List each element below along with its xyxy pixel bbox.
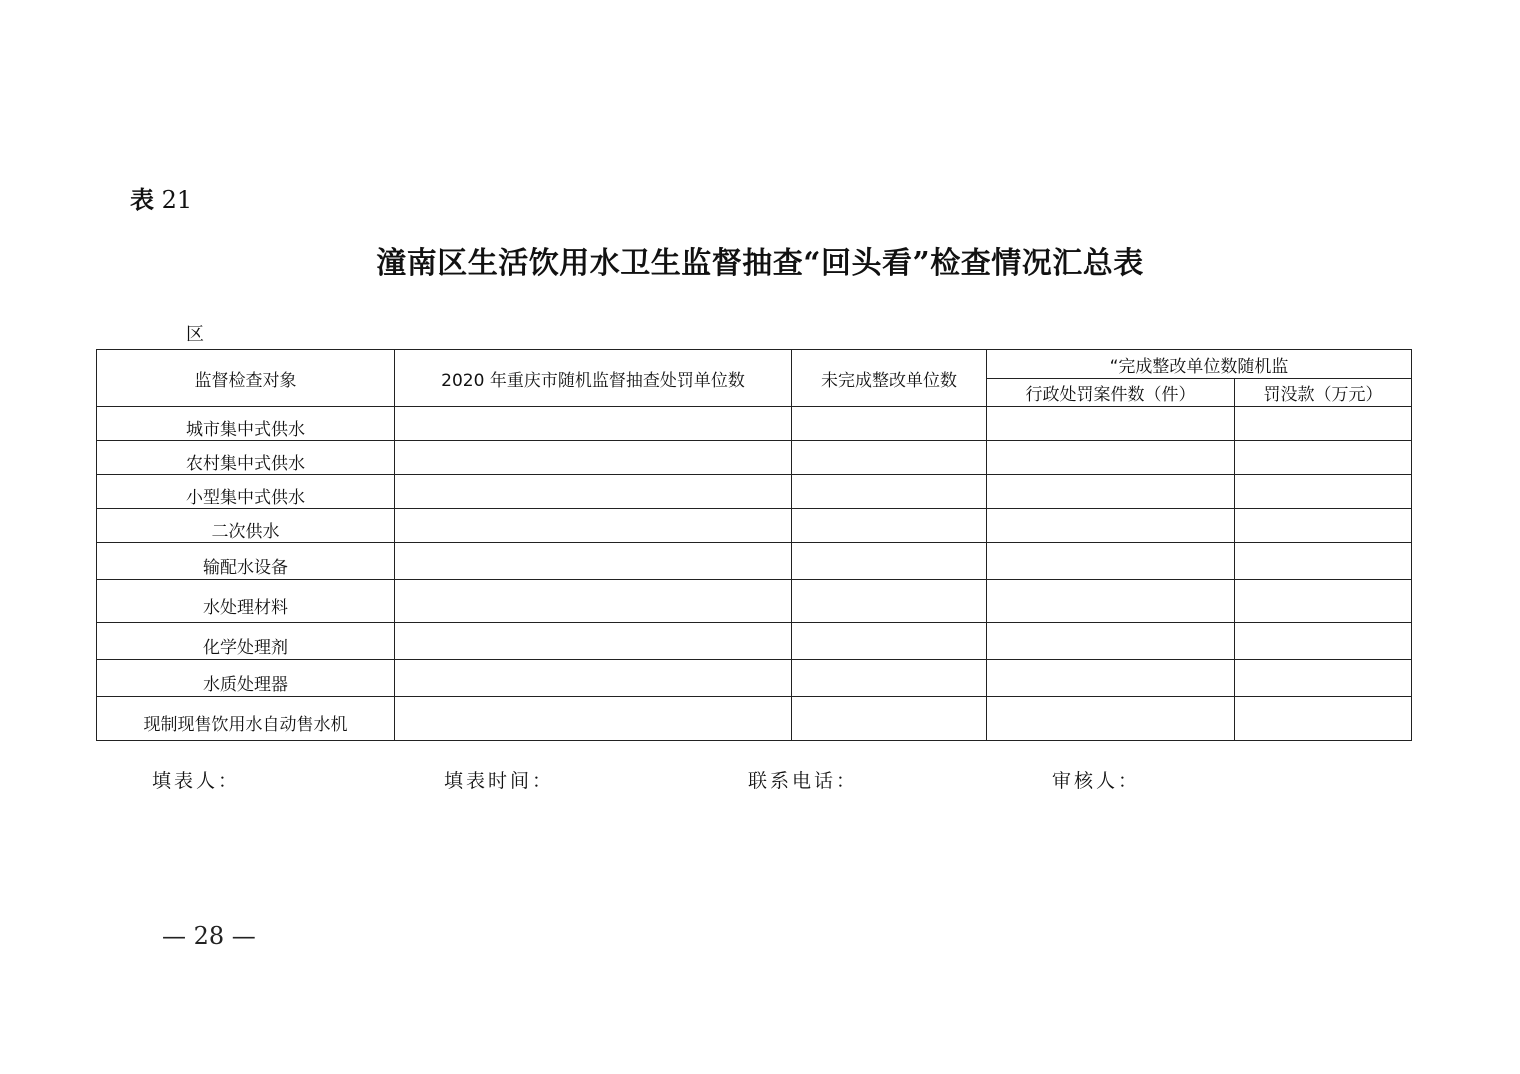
- cell-fines: [1235, 407, 1412, 441]
- header-cases: 行政处罚案件数（件）: [987, 379, 1235, 407]
- row-object: 小型集中式供水: [97, 475, 395, 509]
- row-object: 水质处理器: [97, 660, 395, 697]
- cell-fines: [1235, 697, 1412, 741]
- cell-unfinished: [792, 441, 987, 475]
- footer-phone-label: 联系电话：: [748, 770, 859, 792]
- cell-unfinished: [792, 623, 987, 660]
- footer-reviewer-label: 审核人：: [1052, 770, 1141, 792]
- cell-fines: [1235, 623, 1412, 660]
- table-row: [97, 441, 1412, 475]
- cell-cases: [987, 623, 1235, 660]
- row-object: 城市集中式供水: [97, 407, 395, 441]
- district-label: 区: [186, 324, 204, 345]
- cell-unfinished: [792, 509, 987, 543]
- row-object: 二次供水: [97, 509, 395, 543]
- cell-units: [395, 441, 792, 475]
- cell-cases: [987, 509, 1235, 543]
- cell-cases: [987, 543, 1235, 580]
- cell-unfinished: [792, 697, 987, 741]
- cell-fines: [1235, 441, 1412, 475]
- cell-cases: [987, 441, 1235, 475]
- row-object: 化学处理剂: [97, 623, 395, 660]
- table-row: [97, 407, 1412, 441]
- table-label-prefix: 表: [130, 185, 154, 214]
- cell-units: [395, 697, 792, 741]
- cell-unfinished: [792, 580, 987, 623]
- table-label-number: 21: [161, 186, 193, 214]
- header-units: 2020 年重庆市随机监督抽查处罚单位数: [395, 350, 792, 407]
- row-object: 现制现售饮用水自动售水机: [97, 697, 395, 741]
- footer-fill-time-label: 填表时间：: [444, 770, 555, 792]
- cell-units: [395, 660, 792, 697]
- cell-units: [395, 475, 792, 509]
- cell-units: [395, 407, 792, 441]
- table-row: [97, 623, 1412, 660]
- table-row: [97, 509, 1412, 543]
- cell-cases: [987, 580, 1235, 623]
- header-group: “完成整改单位数随机监: [987, 350, 1412, 379]
- cell-fines: [1235, 543, 1412, 580]
- cell-cases: [987, 660, 1235, 697]
- cell-unfinished: [792, 475, 987, 509]
- cell-units: [395, 580, 792, 623]
- header-object: 监督检查对象: [97, 350, 395, 407]
- header-fines: 罚没款（万元）: [1235, 379, 1412, 407]
- table-row: [97, 580, 1412, 623]
- cell-fines: [1235, 509, 1412, 543]
- cell-units: [395, 623, 792, 660]
- header-unfinished: 未完成整改单位数: [792, 350, 987, 407]
- table-row: [97, 475, 1412, 509]
- cell-fines: [1235, 580, 1412, 623]
- document-title: 潼南区生活饮用水卫生监督抽查“回头看”检查情况汇总表: [376, 246, 1144, 281]
- page-number: — 28 —: [162, 922, 256, 950]
- table-row: [97, 660, 1412, 697]
- table-row: [97, 543, 1412, 580]
- cell-cases: [987, 697, 1235, 741]
- cell-unfinished: [792, 543, 987, 580]
- cell-fines: [1235, 475, 1412, 509]
- cell-unfinished: [792, 660, 987, 697]
- cell-units: [395, 543, 792, 580]
- cell-cases: [987, 475, 1235, 509]
- row-object: 农村集中式供水: [97, 441, 395, 475]
- cell-cases: [987, 407, 1235, 441]
- row-object: 水处理材料: [97, 580, 395, 623]
- cell-unfinished: [792, 407, 987, 441]
- table-number-label: [130, 180, 192, 215]
- row-object: 输配水设备: [97, 543, 395, 580]
- cell-fines: [1235, 660, 1412, 697]
- table-row: [97, 697, 1412, 741]
- cell-units: [395, 509, 792, 543]
- summary-table: [96, 349, 1412, 741]
- footer-filler-label: 填表人：: [152, 770, 241, 792]
